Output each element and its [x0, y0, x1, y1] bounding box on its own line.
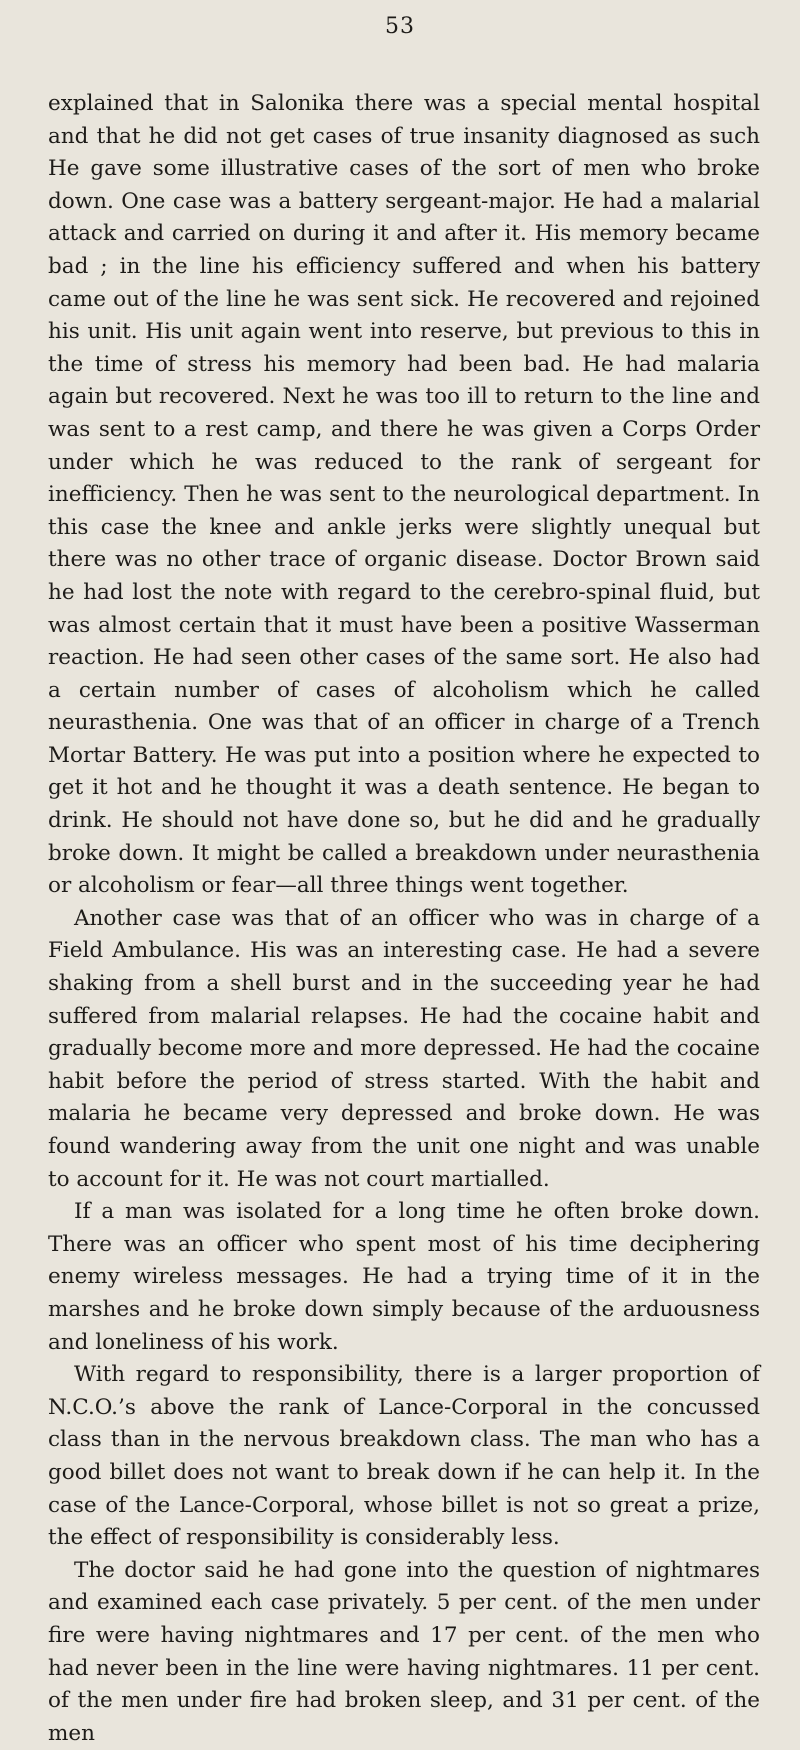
paragraph: With regard to responsibility, there is a larger proportion of N.C.O.’s above the rank of Lance-Corporal in the concussed class than in the nervous breakdown class. The man who has a good billet does not want to break down if he can help it. In the case of the Lance-Corporal, whose billet is not so great a prize, the effect of responsibility is considerably less. — [48, 1362, 760, 1551]
page-number: 53 — [385, 14, 415, 39]
paragraph: explained that in Salonika there was a special mental hospital and that he did not get cases of true insanity diagnosed as such He gave some illustrative cases of the sort of men who broke down. One case was a battery sergeant-major. He had a malarial attack and carried on during it and after it. His memory became bad ; in the line his efficiency suffered and when his battery came out of the line he was sent sick. He recovered and rejoined his unit. His unit again went into reserve, but previous to this in the time of stress his memory had been bad. He had malaria again but recovered. Next he was too ill to return to the line and was sent to a rest camp, and there he was given a Corps Order under which he was reduced to the rank of sergeant for inefficiency. Then he was sent to the neurological department. In this case the knee and ankle jerks were slightly unequal but there was no other trace of organic disease. Doctor Brown said he had lost the note with regard to the cerebro-spinal fluid, but was almost certain that it must have been a positive Wasserman reaction. He had seen other cases of the same sort. He also had a certain number of cases of alcoholism which he called neurasthenia. One was that of an officer in charge of a Trench Mortar Battery. He was put into a position where he expected to get it hot and he thought it was a death sentence. He began to drink. He should not have done so, but he did and he gradually broke down. It might be called a breakdown under neurasthenia or alcoholism or fear—all three things went together. — [48, 91, 760, 899]
paragraph: If a man was isolated for a long time he often broke down. There was an officer who spent most of his time deciphering enemy wireless messages. He had a trying time of it in the marshes and he broke down simply because of the arduousness and loneliness of his work. — [48, 1199, 760, 1355]
body-text — [48, 88, 760, 1750]
paragraph: Another case was that of an officer who was in charge of a Field Ambulance. His was an interesting case. He had a severe shaking from a shell burst and in the succeeding year he had suffered from malarial relapses. He had the cocaine habit and gradually become more and more depressed. He had the cocaine habit before the period of stress started. With the habit and malaria he became very depressed and broke down. He was found wandering away from the unit one night and was unable to account for it. He was not court martialled. — [48, 905, 760, 1192]
paragraph: The doctor said he had gone into the question of nightmares and examined each case privately. 5 per cent. of the men under fire were having nightmares and 17 per cent. of the men who had never been in the line were having nightmares. 11 per cent. of the men under fire had broken sleep, and 31 per cent. of the men — [48, 1557, 760, 1746]
